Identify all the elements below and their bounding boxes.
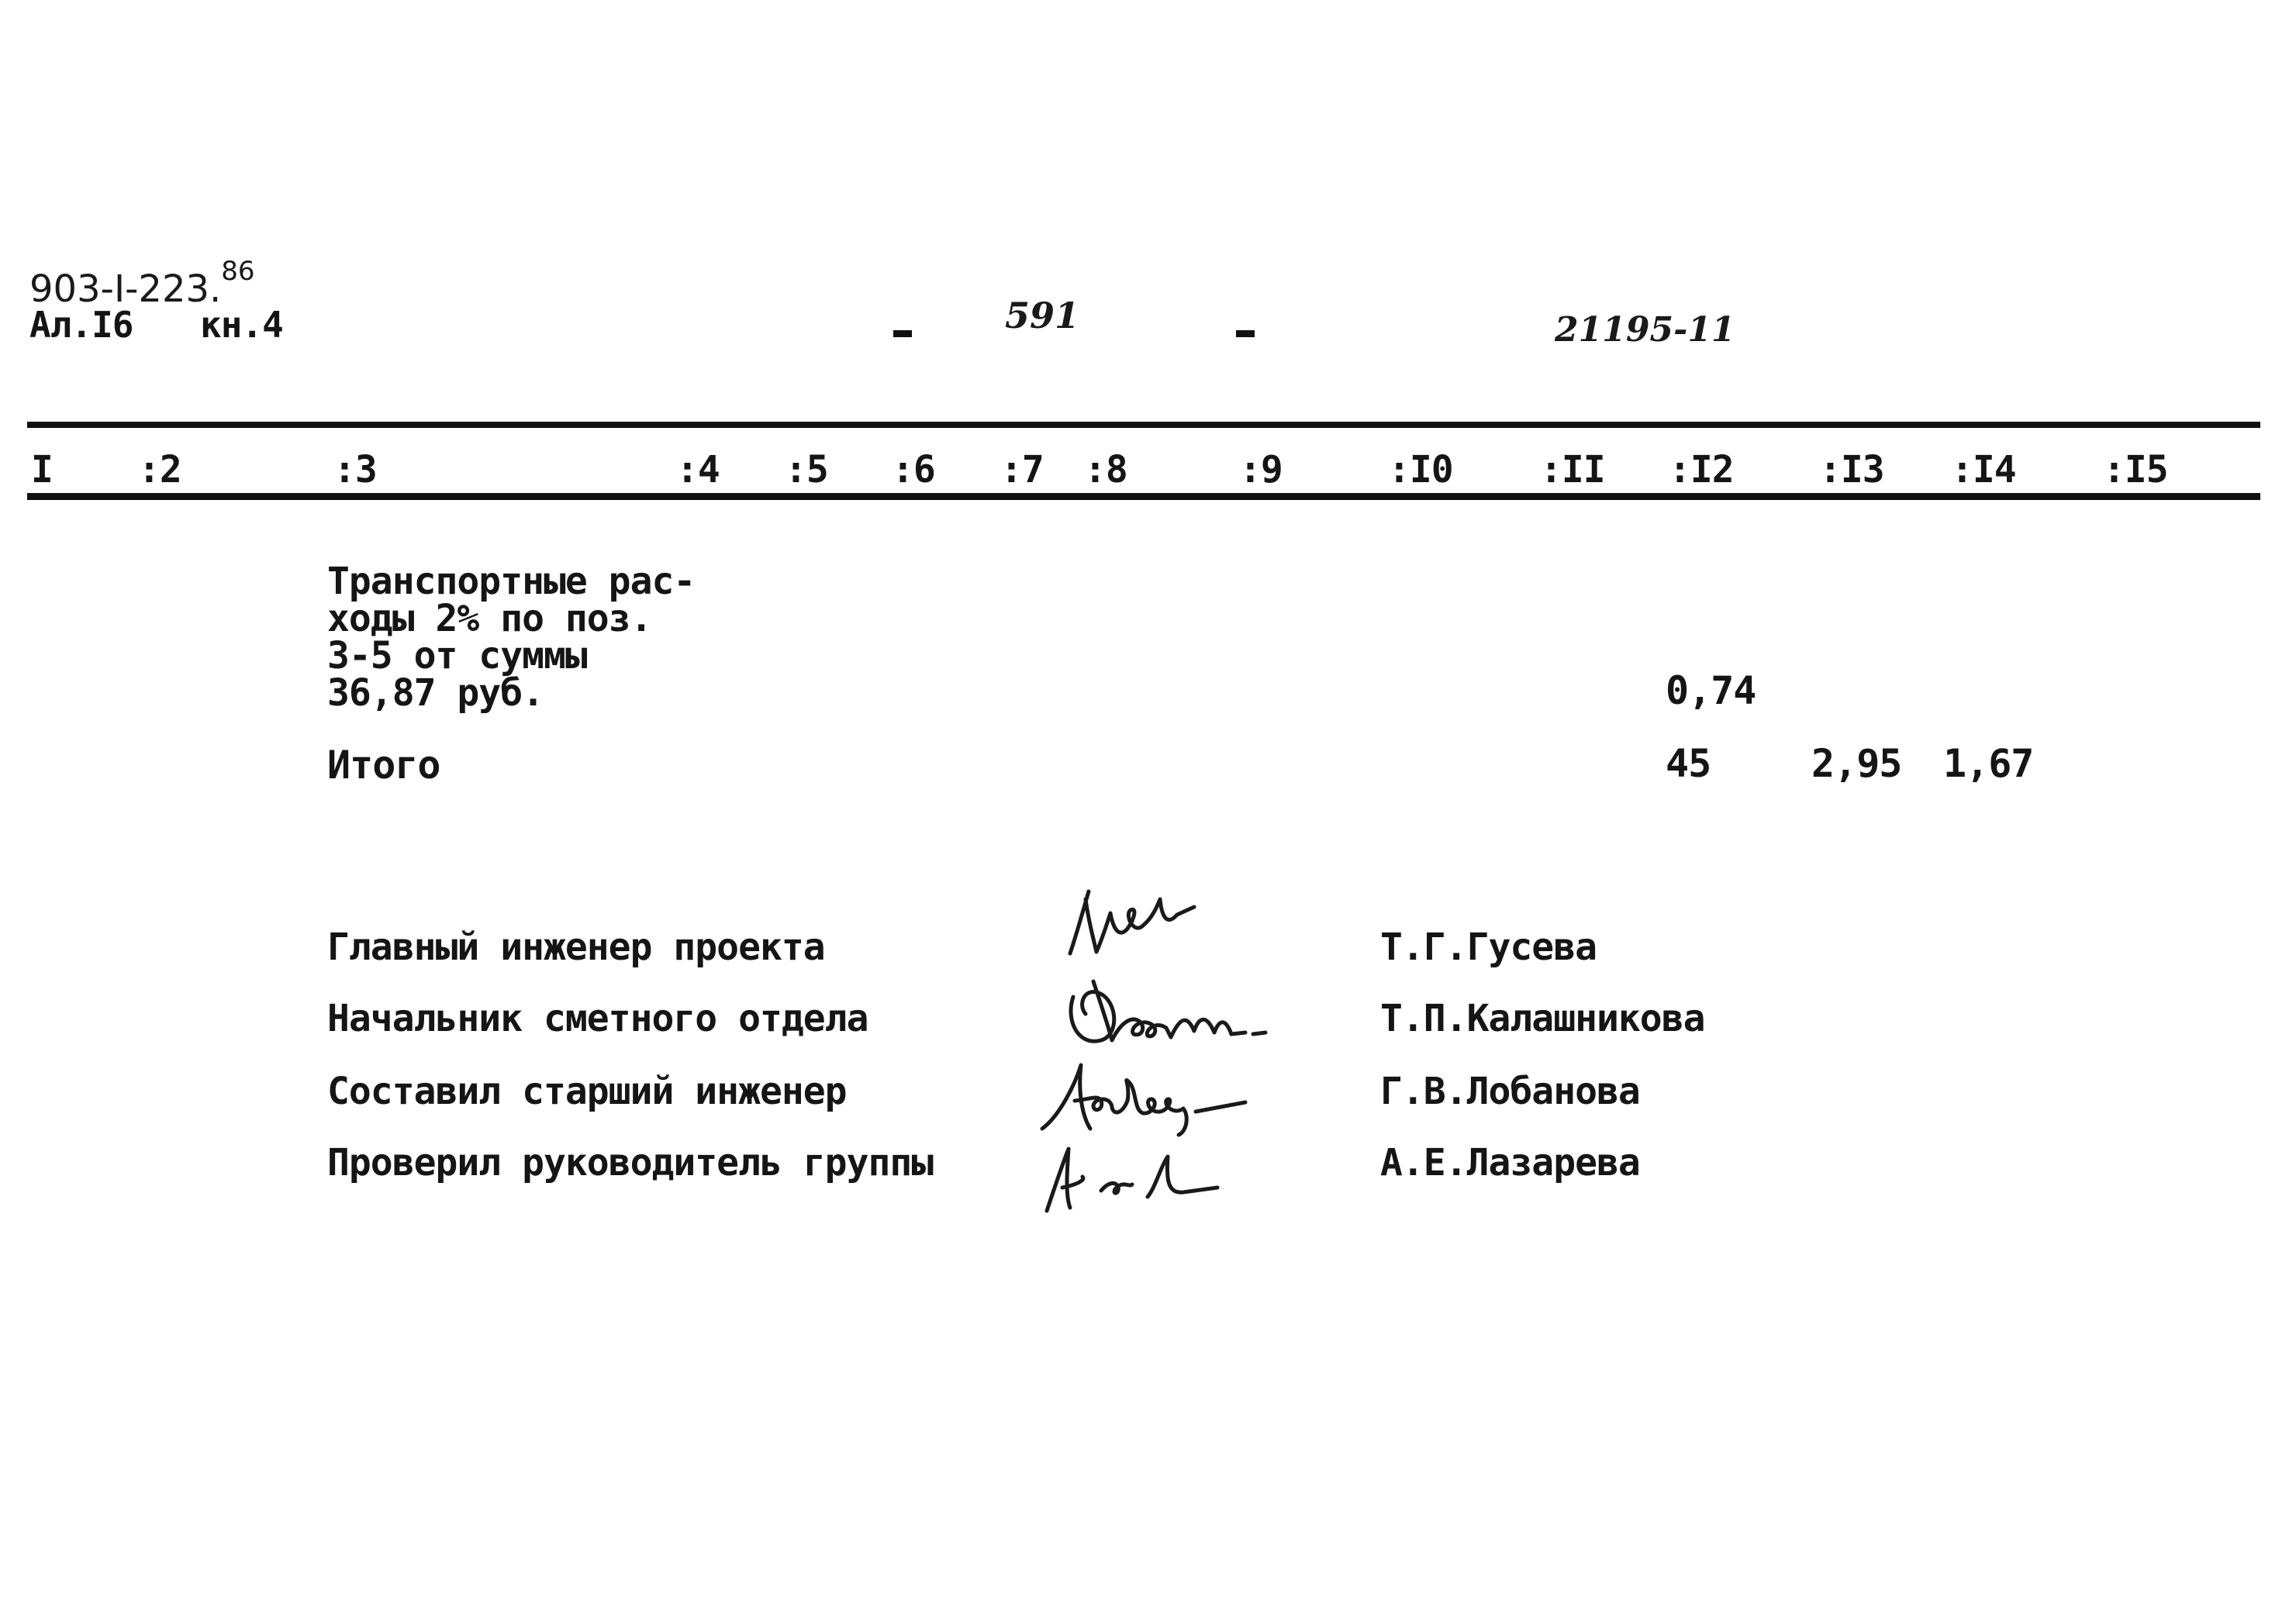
column-label-5: :5 <box>785 448 828 491</box>
doc-code-superscript: 86 <box>221 256 255 287</box>
column-label-4: :4 <box>676 448 720 491</box>
doc-code <box>29 256 255 311</box>
transport-line-3: 3-5 от суммы <box>327 634 587 678</box>
page-number: 591 <box>1005 295 1080 336</box>
column-label-7: :7 <box>1000 448 1044 491</box>
column-label-3: :3 <box>333 448 377 491</box>
header-bottom-rule <box>27 493 2260 500</box>
book-label: кн.4 <box>200 304 283 346</box>
signature-name-1: Т.Г.Гусева <box>1380 926 1597 969</box>
column-label-12: :I2 <box>1669 448 1734 491</box>
total-col13-value: 2,95 <box>1811 741 1902 786</box>
total-col12-value: 45 <box>1666 741 1711 786</box>
album-label: Ал.I6 <box>29 304 133 346</box>
signature-name-2: Т.П.Калашникова <box>1380 997 1705 1040</box>
column-label-8: :8 <box>1084 448 1127 491</box>
signature-role-1: Главный инженер проекта <box>327 926 825 969</box>
total-col14-value: 1,67 <box>1943 741 2034 786</box>
transport-line-4: 36,87 руб. <box>327 671 544 715</box>
signature-role-3: Составил старший инженер <box>327 1070 847 1113</box>
column-label-11: :II <box>1540 448 1605 491</box>
column-label-14: :I4 <box>1951 448 2016 491</box>
total-label: Итого <box>327 743 440 788</box>
handwritten-signature-2 <box>1062 966 1272 1051</box>
signature-role-2: Начальник сметного отдела <box>327 997 868 1040</box>
signature-name-3: Г.В.Лобанова <box>1380 1070 1640 1113</box>
left-dash <box>893 330 912 337</box>
handwritten-signature-4 <box>1031 1133 1225 1219</box>
column-label-10: :I0 <box>1388 448 1453 491</box>
right-dash <box>1236 330 1255 337</box>
header-top-rule <box>27 422 2260 428</box>
archive-number: 21195-11 <box>1555 310 1735 350</box>
doc-code-text: 903-I-223. <box>29 267 222 311</box>
signature-role-4: Проверил руководитель группы <box>327 1141 934 1184</box>
column-label-1: I <box>31 448 53 491</box>
column-label-2: :2 <box>138 448 181 491</box>
handwritten-signature-3 <box>1036 1054 1253 1140</box>
column-label-13: :I3 <box>1819 448 1884 491</box>
column-label-9: :9 <box>1239 448 1283 491</box>
transport-line-2: ходы 2% по поз. <box>327 597 652 640</box>
transport-line-1: Транспортные рас- <box>327 560 696 603</box>
transport-col12-value: 0,74 <box>1666 668 1756 713</box>
signature-name-4: А.Е.Лазарева <box>1380 1141 1640 1184</box>
column-label-6: :6 <box>892 448 935 491</box>
column-label-15: :I5 <box>2103 448 2168 491</box>
handwritten-signature-1 <box>1062 884 1210 961</box>
